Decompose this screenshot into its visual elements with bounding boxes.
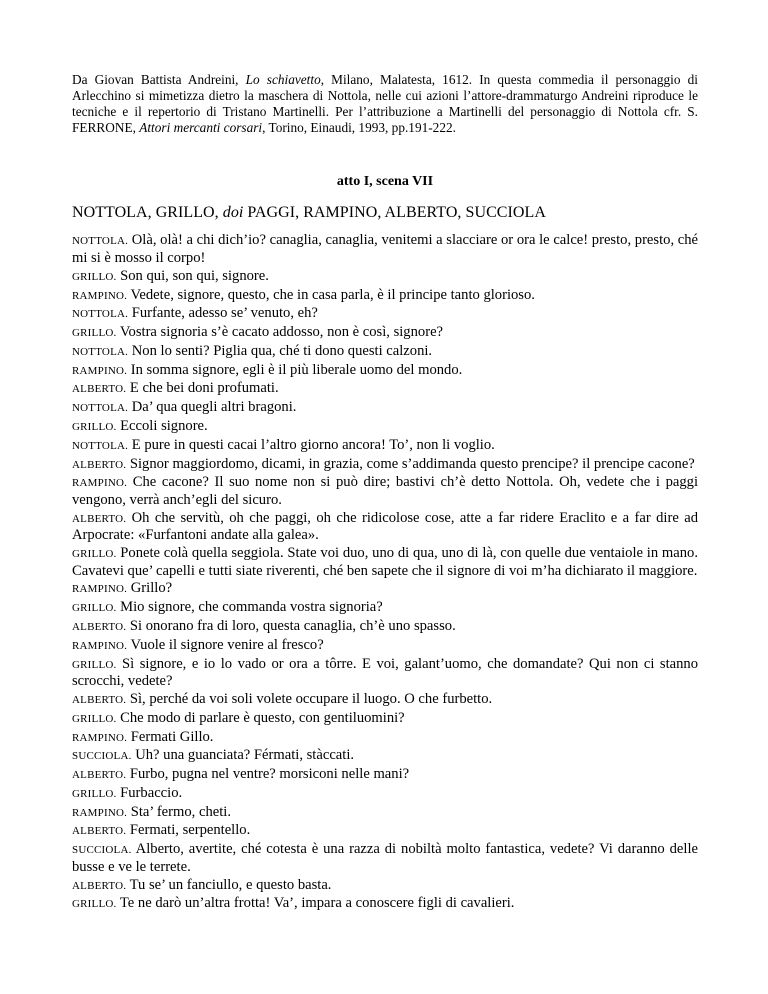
dialogue-line [72, 287, 698, 305]
speaker-name: NOTTOLA. [72, 235, 129, 248]
line-text: Oh che servitù, oh che paggi, oh che ridicolose cose, atte a far ridere Eraclito e a far dire ad Arpocrate: «Furfantoni andate alla galea». [72, 509, 698, 544]
speaker-name: SUCCIOLA. [72, 844, 132, 857]
line-text: In somma signore, egli è il più liberale uomo del mondo. [130, 361, 463, 378]
speaker-name: ALBERTO. [72, 383, 127, 396]
speaker-name: RAMPINO. [72, 639, 128, 652]
speaker-name: ALBERTO. [72, 879, 127, 892]
dialogue-line [72, 456, 698, 474]
dialogue-line [72, 804, 698, 822]
line-text: Signor maggiordomo, dicami, in grazia, come s’addimanda questo prencipe? il prencipe cacone? [129, 455, 695, 472]
speaker-name: GRILLO. [72, 602, 117, 615]
dialogue-line [72, 895, 698, 913]
dialogue-line [72, 437, 698, 455]
line-text: Vedete, signore, questo, che in casa parla, è il principe tanto glorioso. [130, 286, 535, 303]
dialogue-line [72, 268, 698, 286]
speaker-name: ALBERTO. [72, 458, 127, 471]
line-text: Fermati, serpentello. [129, 822, 251, 839]
speaker-name: GRILLO. [72, 712, 117, 725]
speaker-name: RAMPINO. [72, 289, 128, 302]
line-text: Mio signore, che commanda vostra signoria? [120, 599, 383, 616]
line-text: Sì, perché da voi soli volete occupare il luogo. O che furbetto. [129, 690, 493, 707]
line-text: Furfante, adesso se’ venuto, eh? [131, 305, 318, 322]
speaker-name: GRILLO. [72, 548, 117, 561]
dialogue-line [72, 510, 698, 544]
dialogue-line [72, 599, 698, 617]
intro-body: , Milano, Malatesta, 1612. In questa commedia il personaggio di Arlecchino si mimetizza dietro la maschera di Nottola, nelle cui azioni l’attore-drammaturgo Andreini riproduce le tecniche e il repertorio di Tristano Martinelli. Per l’attribuzione a Martinelli del personaggio di Nottola cfr. S. FERRONE, [72, 72, 698, 136]
dialogue-line [72, 822, 698, 840]
speaker-name: NOTTOLA. [72, 402, 129, 415]
dialogue-line [72, 710, 698, 728]
dialogue-line [72, 324, 698, 342]
dialogue-line [72, 399, 698, 417]
dialogue-line [72, 691, 698, 709]
line-text: Furbaccio. [120, 784, 183, 801]
intro-suffix: , Torino, Einaudi, 1993, pp.191-222. [262, 120, 456, 136]
speaker-name: GRILLO. [72, 270, 117, 283]
line-text: Vostra signoria s’è cacato addosso, non è così, signore? [119, 324, 444, 341]
speaker-name: NOTTOLA. [72, 308, 129, 321]
dialogue-line [72, 380, 698, 398]
line-text: Da’ qua quegli altri bragoni. [131, 399, 297, 416]
line-text: E pure in questi cacai l’altro giorno ancora! To’, non li voglio. [131, 436, 495, 453]
speaker-name: ALBERTO. [72, 621, 127, 634]
cast-before: NOTTOLA, GRILLO, [72, 204, 223, 222]
line-text: Sta’ fermo, cheti. [130, 803, 231, 820]
speaker-name: NOTTOLA. [72, 345, 129, 358]
speaker-name: GRILLO. [72, 421, 117, 433]
speaker-name: GRILLO. [72, 327, 117, 340]
dialogue-line [72, 877, 698, 895]
line-text: Si onorano fra di loro, questa canaglia, ch’è uno spasso. [129, 618, 456, 635]
intro-paragraph [72, 72, 698, 136]
dialogue-line [72, 729, 698, 747]
line-text: Tu se’ un fanciullo, e questo basta. [129, 876, 332, 893]
dialogue-line [72, 656, 698, 690]
dialogue-line [72, 474, 698, 508]
work-title: Lo schiavetto [245, 72, 321, 87]
speaker-name: GRILLO. [72, 658, 117, 671]
cited-title: Attori mercanti corsari [139, 120, 263, 136]
line-text: Che cacone? Il suo nome non si può dire; bastivi ch’è detto Nottola. Oh, vedete che i paggi vengono, verrà anch’egli del sicuro. [72, 474, 698, 508]
speaker-name: RAMPINO. [72, 583, 128, 596]
dialogue-line [72, 580, 698, 598]
speaker-name: RAMPINO. [72, 477, 128, 490]
speaker-name: ALBERTO. [72, 512, 127, 525]
dialogue-line [72, 545, 698, 579]
dialogue-line [72, 637, 698, 655]
line-text: Furbo, pugna nel ventre? morsiconi nelle mani? [129, 766, 410, 783]
line-text: Grillo? [130, 580, 173, 597]
dialogue-line [72, 362, 698, 380]
document-page [72, 72, 698, 914]
cast-after: PAGGI, RAMPINO, ALBERTO, SUCCIOLA [243, 204, 546, 222]
dialogue-line [72, 618, 698, 636]
line-text: Eccoli signore. [120, 418, 208, 434]
line-text: Alberto, avertite, ché cotesta è una razza di nobiltà molto fantastica, vedete? Vi daranno delle busse e ve le terrete. [72, 841, 698, 875]
line-text: Son qui, son qui, signore. [120, 267, 269, 284]
line-text: Ponete colà quella seggiola. State voi duo, uno di qua, uno di là, con quelle due ventaiole in mano. Cavatevi que’ capelli e tutti siate riverenti, ché ben sapete che il signore di voi m’ha dichiarato il maggiore. [72, 545, 698, 579]
line-text: Sì signore, e io lo vado or ora a tôrre. E voi, galant’uomo, che domandate? Qui non ci stanno scrocchi, vedete? [72, 655, 698, 690]
speaker-name: ALBERTO. [72, 769, 127, 782]
speaker-name: RAMPINO. [72, 364, 128, 377]
line-text: Non lo senti? Piglia qua, ché ti dono questi calzoni. [131, 342, 433, 359]
dialogue-line [72, 418, 698, 436]
dialogue-line [72, 766, 698, 784]
dialogue-line [72, 232, 698, 266]
dialogue-line [72, 343, 698, 361]
speaker-name: NOTTOLA. [72, 439, 129, 452]
line-text: Olà, olà! a chi dich’io? canaglia, canaglia, venitemi a slacciare or ora le calce! presto, presto, ché mi si è mosso il corpo! [72, 232, 698, 266]
line-text: Uh? una guanciata? Férmati, stàccati. [135, 747, 355, 764]
speaker-name: GRILLO. [72, 898, 117, 911]
speaker-name: RAMPINO. [72, 806, 128, 819]
dialogue-line [72, 305, 698, 323]
speaker-name: ALBERTO. [72, 693, 127, 706]
line-text: Vuole il signore venire al fresco? [130, 636, 324, 653]
cast-italic: doi [222, 204, 244, 222]
intro-prefix: Da Giovan Battista Andreini, [72, 72, 246, 87]
speaker-name: RAMPINO. [72, 731, 128, 744]
speaker-name: ALBERTO. [72, 825, 127, 838]
speaker-name: SUCCIOLA. [72, 750, 132, 763]
dialogue-line [72, 747, 698, 765]
line-text: E che bei doni profumati. [129, 380, 279, 397]
scene-title: atto I, scena VII [336, 174, 434, 190]
line-text: Fermati Gillo. [130, 728, 214, 745]
dialogue [72, 232, 698, 913]
dialogue-line [72, 785, 698, 803]
speaker-name: GRILLO. [72, 787, 117, 800]
cast-list [72, 203, 698, 222]
line-text: Che modo di parlare è questo, con gentiluomini? [120, 709, 405, 726]
line-text: Te ne darò un’altra frotta! Va’, impara a conoscere figli di cavalieri. [119, 895, 515, 912]
dialogue-line [72, 841, 698, 875]
